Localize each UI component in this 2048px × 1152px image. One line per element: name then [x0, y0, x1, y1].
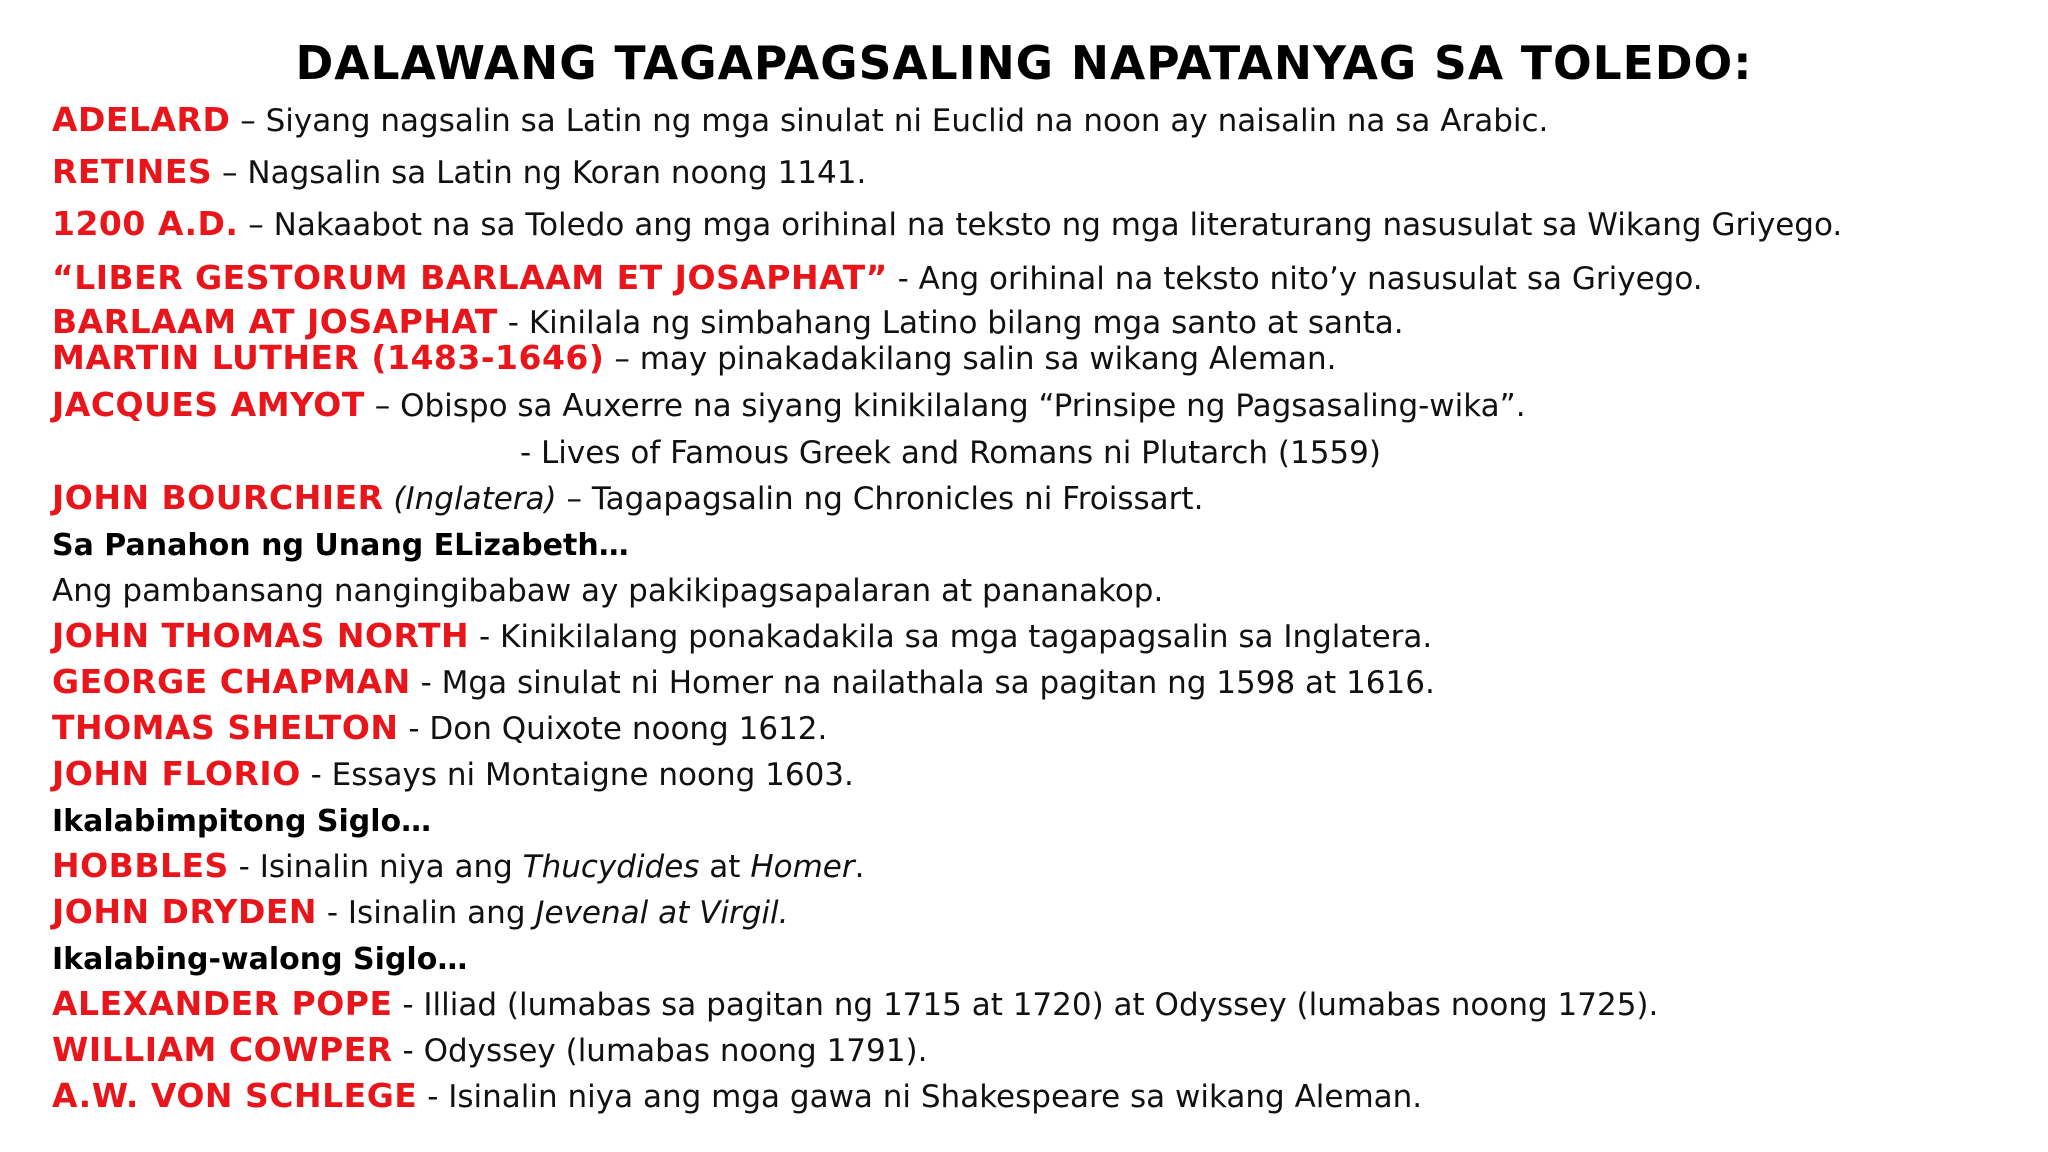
entry-retines	[52, 152, 866, 193]
entry-place: (Inglatera)	[383, 481, 557, 517]
entry-desc: – may pinakadakilang salin sa wikang Aleman.	[604, 341, 1337, 377]
entry-key: JOHN DRYDEN	[52, 892, 318, 931]
entry-desc: - Ang orihinal na teksto nito’y nasusulat sa Griyego.	[887, 261, 1703, 297]
heading-elizabeth	[52, 524, 629, 566]
entry-amyot-sub	[520, 432, 1381, 473]
section-heading: Sa Panahon ng Unang ELizabeth…	[52, 528, 629, 563]
entry-work: Homer	[750, 849, 855, 885]
entry-adelard	[52, 100, 1548, 141]
entry-1200ad	[52, 204, 1842, 245]
page-title: DALAWANG TAGAPAGSALING NAPATANYAG SA TOLEDO:	[295, 36, 1753, 90]
entry-key: “LIBER GESTORUM BARLAAM ET JOSAPHAT”	[52, 258, 888, 297]
entry-desc: - Essays ni Montaigne noong 1603.	[300, 757, 854, 793]
entry-key: MARTIN LUTHER (1483-1646)	[52, 338, 605, 377]
heading-eighteenth	[52, 938, 467, 980]
entry-key: WILLIAM COWPER	[52, 1030, 393, 1069]
entry-bourchier	[52, 478, 1203, 519]
entry-desc: - Isinalin niya ang mga gawa ni Shakespeare sa wikang Aleman.	[417, 1079, 1423, 1115]
entry-desc: – Nakaabot na sa Toledo ang mga orihinal na teksto ng mga literaturang nasusulat sa Wikang Griyego.	[238, 207, 1843, 243]
entry-desc: – Obispo sa Auxerre na siyang kinikilalang “Prinsipe ng Pagsasaling-wika”.	[364, 388, 1526, 424]
entry-desc: - Odyssey (lumabas noong 1791).	[392, 1033, 928, 1069]
entry-key: THOMAS SHELTON	[52, 708, 399, 747]
entry-key: JOHN BOURCHIER	[52, 478, 384, 517]
entry-desc: – Siyang nagsalin sa Latin ng mga sinulat ni Euclid na noon ay naisalin na sa Arabic.	[230, 103, 1549, 139]
entry-desc: - Illiad (lumabas sa pagitan ng 1715 at 1720) at Odyssey (lumabas noong 1725).	[392, 987, 1659, 1023]
entry-desc: - Mga sinulat ni Homer na nailathala sa pagitan ng 1598 at 1616.	[410, 665, 1435, 701]
entry-key: ADELARD	[52, 100, 231, 139]
section-text: Ang pambansang nangingibabaw ay pakikipagsapalaran at pananakop.	[52, 573, 1164, 609]
entry-hobbles	[52, 846, 864, 887]
entry-desc: - Kinilala ng simbahang Latino bilang mga santo at santa.	[497, 305, 1404, 341]
entry-cowper	[52, 1030, 927, 1071]
section-heading: Ikalabing-walong Siglo…	[52, 942, 468, 977]
section-heading: Ikalabimpitong Siglo…	[52, 804, 432, 839]
entry-key: A.W. VON SCHLEGE	[52, 1076, 418, 1115]
entry-key: JACQUES AMYOT	[52, 385, 365, 424]
entry-desc: – Nagsalin sa Latin ng Koran noong 1141.	[212, 155, 867, 191]
entry-liber	[52, 258, 1703, 299]
entry-key: GEORGE CHAPMAN	[52, 662, 411, 701]
entry-schlege	[52, 1076, 1422, 1117]
heading-seventeenth	[52, 800, 431, 842]
entry-florio	[52, 754, 854, 795]
entry-amyot	[52, 385, 1526, 426]
entry-key: 1200 A.D.	[52, 204, 239, 243]
entry-key: JOHN FLORIO	[52, 754, 301, 793]
entry-desc: - Isinalin niya ang	[228, 849, 523, 885]
entry-key: BARLAAM AT JOSAPHAT	[52, 302, 498, 341]
entry-north	[52, 616, 1432, 657]
entry-key: RETINES	[52, 152, 213, 191]
entry-key: JOHN THOMAS NORTH	[52, 616, 470, 655]
entry-key: ALEXANDER POPE	[52, 984, 393, 1023]
entry-sub: - Lives of Famous Greek and Romans ni Plutarch (1559)	[520, 435, 1381, 471]
entry-desc: – Tagapagsalin ng Chronicles ni Froissart.	[556, 481, 1204, 517]
entry-work: Jevenal at Virgil.	[535, 895, 789, 931]
entry-pope	[52, 984, 1658, 1025]
entry-shelton	[52, 708, 827, 749]
entry-desc: at	[699, 849, 751, 885]
entry-barlaam	[52, 302, 1404, 343]
entry-work: Thucydides	[522, 849, 700, 885]
entry-dryden	[52, 892, 788, 933]
entry-key: HOBBLES	[52, 846, 229, 885]
entry-desc: - Isinalin ang	[317, 895, 536, 931]
entry-chapman	[52, 662, 1435, 703]
entry-desc: .	[854, 849, 865, 885]
entry-desc: - Kinikilalang ponakadakila sa mga tagapagsalin sa Inglatera.	[469, 619, 1433, 655]
entry-luther	[52, 338, 1336, 379]
entry-desc: - Don Quixote noong 1612.	[398, 711, 828, 747]
elizabeth-text	[52, 570, 1163, 611]
